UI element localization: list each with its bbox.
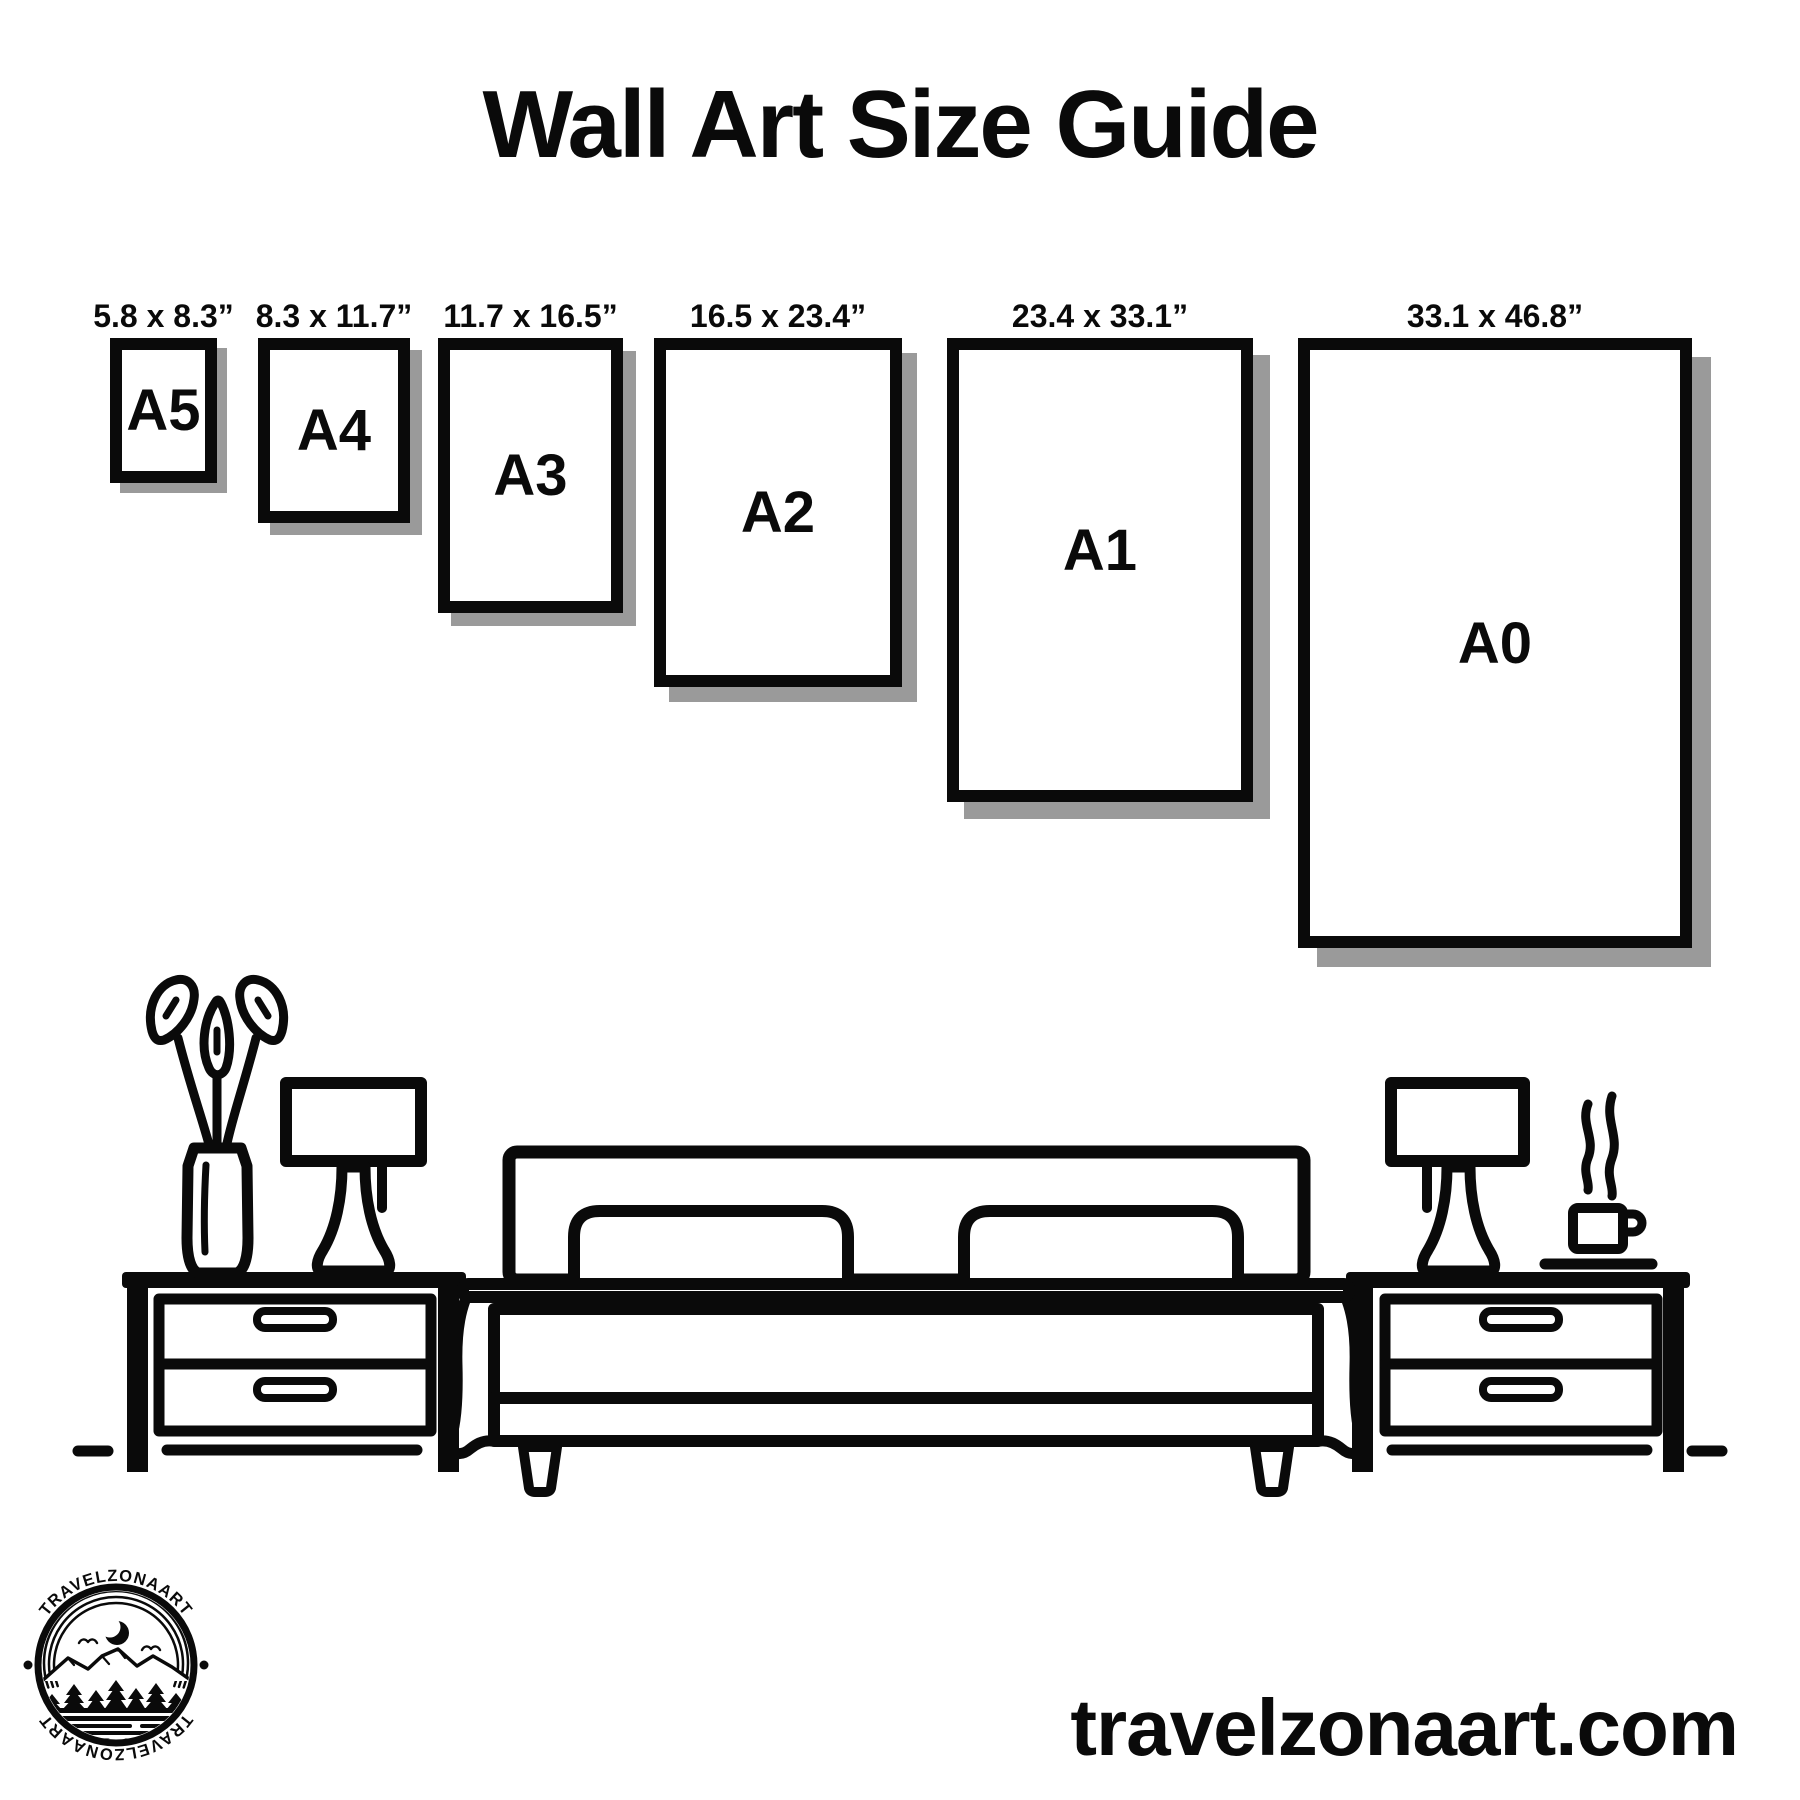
size-box-a3 [438, 298, 623, 613]
size-name-a0: A0 [1457, 610, 1533, 676]
size-box-a4 [255, 298, 413, 523]
size-box-a5 [93, 298, 234, 483]
bird-icon [79, 1639, 97, 1643]
size-name-a1: A1 [1062, 517, 1138, 583]
table-lamp-right-icon [1391, 1083, 1524, 1271]
page-title: Wall Art Size Guide [482, 71, 1318, 178]
bird-icon [142, 1646, 160, 1650]
badge-dot-right [200, 1661, 209, 1670]
size-box-a2 [654, 298, 902, 687]
coffee-cup-icon [1545, 1096, 1652, 1264]
size-name-a3: A3 [493, 443, 568, 508]
pine-trees-icon [42, 1680, 186, 1713]
badge-text-bottom: TRAVELZONAART [36, 1710, 196, 1764]
size-dimensions-a3: 11.7 x 16.5” [443, 298, 618, 334]
size-name-a2: A2 [740, 480, 816, 545]
bed-icon [448, 1152, 1364, 1492]
pillow-left [574, 1211, 848, 1287]
size-dimensions-a2: 16.5 x 23.4” [689, 298, 867, 334]
nightstand-right-icon [1346, 1272, 1690, 1472]
bed-leg-left [523, 1447, 557, 1492]
nightstand-left-icon [122, 1272, 466, 1472]
badge-dot-left [24, 1661, 33, 1670]
size-box-a1 [947, 298, 1253, 802]
size-dimensions-a1: 23.4 x 33.1” [1011, 298, 1189, 334]
badge-text-top: TRAVELZONAART [36, 1566, 196, 1620]
size-dimensions-a0: 33.1 x 46.8” [1406, 298, 1584, 334]
size-name-a4: A4 [296, 398, 372, 463]
size-name-a5: A5 [126, 378, 201, 443]
table-lamp-left-icon [286, 1083, 421, 1271]
brand-logo [8, 1557, 224, 1773]
plant-vase-icon [150, 979, 283, 1273]
size-dimensions-a4: 8.3 x 11.7” [255, 298, 413, 334]
bedroom-illustration [0, 950, 1800, 1510]
website-url: travelzonaart.com [1070, 1683, 1738, 1772]
bed-base [494, 1309, 1318, 1441]
pillow-right [964, 1211, 1238, 1287]
size-box-a0 [1298, 298, 1692, 948]
bed-leg-right [1255, 1447, 1289, 1492]
size-dimensions-a5: 5.8 x 8.3” [93, 298, 234, 334]
mattress-top [463, 1284, 1349, 1297]
mountains-icon [42, 1649, 192, 1681]
